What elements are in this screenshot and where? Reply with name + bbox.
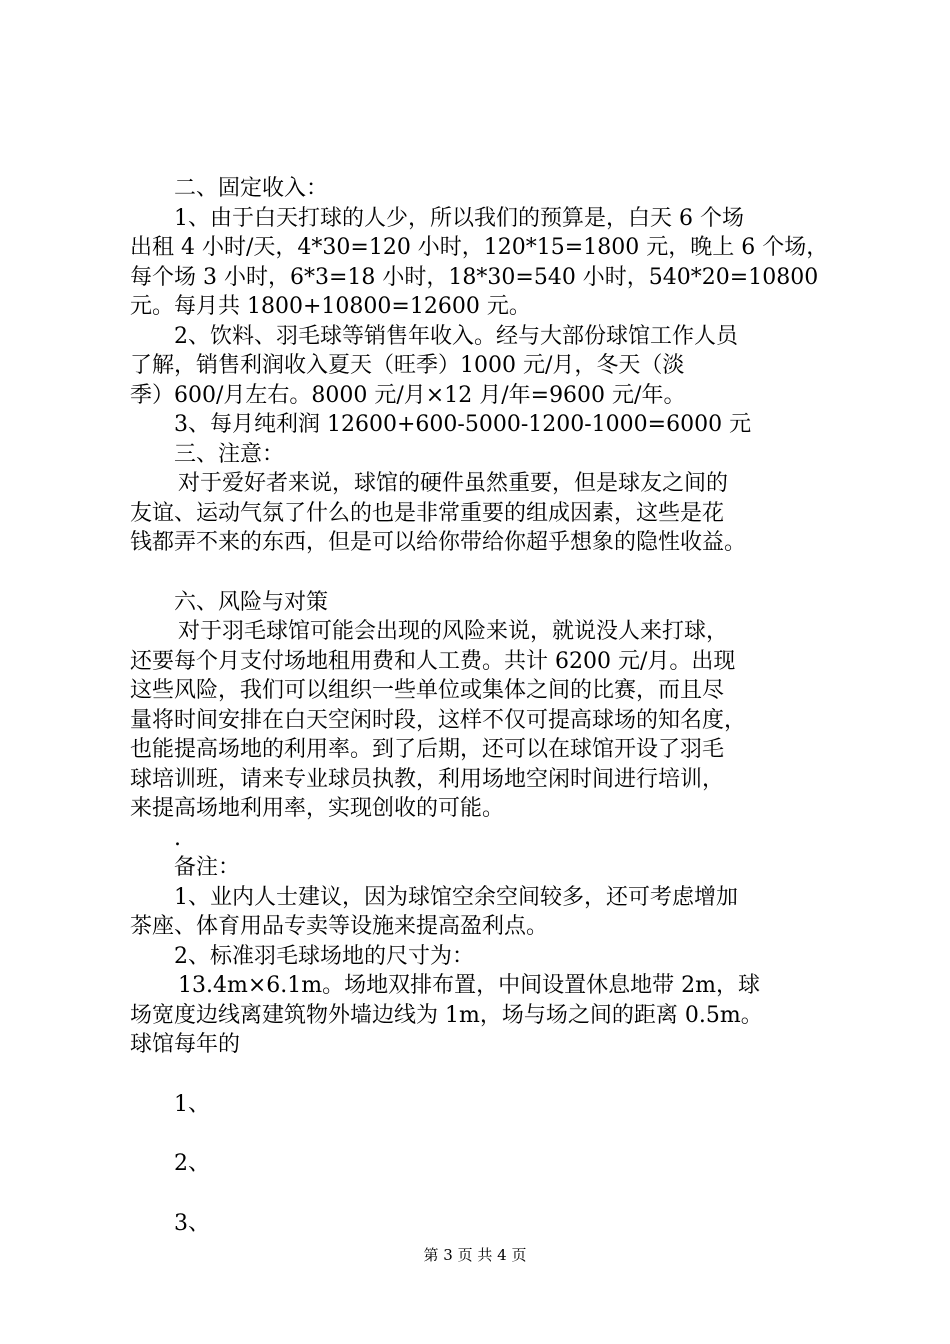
- paragraph-line: 1、由于白天打球的人少，所以我们的预算是，白天 6 个场: [174, 205, 744, 231]
- paragraph-line: 每个场 3 小时，6*3=18 小时，18*30=540 小时，540*20=10800: [130, 264, 819, 290]
- paragraph-line: 对于爱好者来说，球馆的硬件虽然重要，但是球友之间的: [178, 471, 729, 496]
- paragraph-line: 还要每个月支付场地租用费和人工费。共计 6200 元/月。出现: [130, 648, 736, 674]
- paragraph-line: 了解，销售利润收入夏天（旺季）1000 元/月，冬天（淡: [130, 353, 685, 378]
- paragraph-line: 对于羽毛球馆可能会出现的风险来说，就说没人来打球，: [178, 619, 729, 644]
- paragraph-line: 来提高场地利用率，实现创收的可能。: [130, 796, 505, 821]
- heading-notes: 三、注意：: [174, 441, 285, 467]
- paragraph-line: 2、标准羽毛球场地的尺寸为：: [174, 943, 474, 969]
- list-item: 3、: [174, 1210, 210, 1236]
- page-footer: 第 3 页 共 4 页: [423, 1246, 527, 1264]
- heading-remarks: 备注：: [174, 855, 241, 880]
- paragraph-line: 13.4m×6.1m。场地双排布置，中间设置休息地带 2m，球: [178, 973, 760, 998]
- paragraph-line: 球馆每年的: [130, 1032, 241, 1057]
- paragraph-line: 友谊、运动气氛了什么的也是非常重要的组成因素，这些是花: [130, 500, 725, 526]
- paragraph-line: 季）600/月左右。8000 元/月×12 月/年=9600 元/年。: [130, 382, 686, 408]
- paragraph-line: 茶座、体育用品专卖等设施来提高盈利点。: [130, 914, 549, 939]
- paragraph-line: 元。每月共 1800+10800=12600 元。: [130, 294, 531, 319]
- heading-risk: 六、风险与对策: [174, 589, 329, 615]
- document-body: [130, 174, 850, 1238]
- heading-fixed-income: 二、固定收入：: [174, 176, 329, 201]
- paragraph-line: 3、每月纯利润 12600+600-5000-1200-1000=6000 元: [174, 412, 752, 437]
- paragraph-line: 量将时间安排在白天空闲时段，这样不仅可提高球场的知名度，: [130, 707, 747, 733]
- paragraph-line: 钱都弄不来的东西，但是可以给你带给你超乎想象的隐性收益。: [130, 530, 747, 555]
- paragraph-line: 也能提高场地的利用率。到了后期，还可以在球馆开设了羽毛: [130, 737, 725, 762]
- paragraph-line: 这些风险，我们可以组织一些单位或集体之间的比赛，而且尽: [130, 678, 725, 703]
- list-item: 1、: [174, 1091, 210, 1117]
- paragraph-line: 2、饮料、羽毛球等销售年收入。经与大部份球馆工作人员: [174, 323, 738, 349]
- paragraph-line: 场宽度边线离建筑物外墙边线为 1m，场与场之间的距离 0.5m。: [130, 1002, 763, 1028]
- paragraph-line: 球培训班，请来专业球员执教，利用场地空闲时间进行培训，: [130, 766, 725, 792]
- list-item: 2、: [174, 1151, 210, 1176]
- paragraph-line: 出租 4 小时/天，4*30=120 小时，120*15=1800 元，晚上 6 个场，: [130, 235, 829, 260]
- paragraph-line: 1、业内人士建议，因为球馆空余空间较多，还可考虑增加: [174, 884, 738, 910]
- dot-mark: .: [174, 825, 181, 851]
